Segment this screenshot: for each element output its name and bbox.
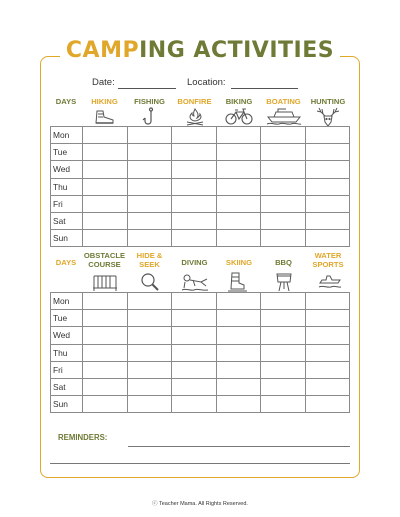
grid-cell[interactable] xyxy=(83,161,128,178)
ski-boot-icon xyxy=(226,271,248,293)
table-row xyxy=(51,344,350,361)
header-line: WATER xyxy=(314,251,342,260)
grid-cell[interactable] xyxy=(216,293,261,310)
grid-cell[interactable] xyxy=(127,178,172,195)
grid-cell[interactable] xyxy=(305,230,350,247)
activity-header-boating: BOATING xyxy=(266,97,301,106)
activity-header-biking: BIKING xyxy=(225,97,253,106)
grid-cell[interactable] xyxy=(172,293,217,310)
date-field[interactable] xyxy=(92,77,115,88)
grid-cell[interactable] xyxy=(216,127,261,144)
table-row xyxy=(51,195,350,212)
activity-header-hunting: HUNTING xyxy=(310,97,346,106)
activity-header-hiking: HIKING xyxy=(91,97,118,106)
title-main: ING ACTIVITIES xyxy=(139,38,335,63)
grid-cell[interactable] xyxy=(172,144,217,161)
grid-cell[interactable] xyxy=(127,396,172,413)
grid-cell[interactable] xyxy=(127,144,172,161)
grid-cell[interactable] xyxy=(261,178,306,195)
day-cell: Tue xyxy=(51,144,83,161)
activity-header-bonfire: BONFIRE xyxy=(177,97,212,106)
grid-cell[interactable] xyxy=(261,396,306,413)
day-cell: Thu xyxy=(51,344,83,361)
grid-cell[interactable] xyxy=(305,127,350,144)
bbq-grill-icon xyxy=(275,271,293,293)
grid-cell[interactable] xyxy=(305,396,350,413)
day-cell: Sat xyxy=(51,378,83,395)
title-wrap xyxy=(0,36,400,66)
grid-cell[interactable] xyxy=(261,230,306,247)
table-row xyxy=(51,396,350,413)
table-row xyxy=(51,293,350,310)
grid-cell[interactable] xyxy=(127,378,172,395)
grid-cell[interactable] xyxy=(172,127,217,144)
day-cell: Wed xyxy=(51,327,83,344)
grid-cell[interactable] xyxy=(127,344,172,361)
grid-cell[interactable] xyxy=(127,195,172,212)
activity-header-diving: DIVING xyxy=(181,258,208,267)
deer-antlers-icon xyxy=(316,106,340,128)
reminders-line[interactable] xyxy=(128,446,350,447)
grid-cell[interactable] xyxy=(127,230,172,247)
grid-cell[interactable] xyxy=(305,310,350,327)
day-cell: Wed xyxy=(51,161,83,178)
table-row xyxy=(51,178,350,195)
grid-cell[interactable] xyxy=(261,310,306,327)
grid-cell[interactable] xyxy=(216,378,261,395)
location-label: Location: xyxy=(187,77,226,88)
grid-cell[interactable] xyxy=(261,161,306,178)
location-field[interactable] xyxy=(187,77,226,88)
grid-cell[interactable] xyxy=(172,361,217,378)
grid-cell[interactable] xyxy=(216,396,261,413)
grid-cell[interactable] xyxy=(305,144,350,161)
grid-cell[interactable] xyxy=(172,178,217,195)
grid-cell[interactable] xyxy=(305,195,350,212)
table-row xyxy=(51,361,350,378)
grid-cell[interactable] xyxy=(216,212,261,229)
header-line: OBSTACLE xyxy=(83,251,126,260)
table-row xyxy=(51,127,350,144)
grid-cell[interactable] xyxy=(83,327,128,344)
day-cell: Fri xyxy=(51,195,83,212)
jet-ski-icon xyxy=(318,273,342,291)
table-row xyxy=(51,230,350,247)
activity-grid-2 xyxy=(50,292,350,413)
grid-cell[interactable] xyxy=(261,293,306,310)
grid-cell[interactable] xyxy=(305,344,350,361)
grid-cell[interactable] xyxy=(172,344,217,361)
grid-cell[interactable] xyxy=(261,344,306,361)
grid-cell[interactable] xyxy=(83,127,128,144)
day-cell: Mon xyxy=(51,293,83,310)
grid-cell[interactable] xyxy=(127,161,172,178)
grid-cell[interactable] xyxy=(216,361,261,378)
grid-cell[interactable] xyxy=(172,230,217,247)
copyright-footer: ⓒ Teacher Mama. All Rights Reserved. xyxy=(152,501,248,507)
grid-cell[interactable] xyxy=(305,212,350,229)
day-cell: Tue xyxy=(51,310,83,327)
table-row xyxy=(51,378,350,395)
grid-cell[interactable] xyxy=(172,212,217,229)
grid-cell[interactable] xyxy=(172,327,217,344)
activity-header-fishing: FISHING xyxy=(134,97,165,106)
table-row xyxy=(51,212,350,229)
table-row xyxy=(51,327,350,344)
days-header-1: DAYS xyxy=(55,97,77,106)
activity-header-hide-seek xyxy=(127,251,172,269)
grid-cell[interactable] xyxy=(127,212,172,229)
day-cell: Fri xyxy=(51,361,83,378)
grid-cell[interactable] xyxy=(261,327,306,344)
grid-cell[interactable] xyxy=(83,178,128,195)
bicycle-icon xyxy=(224,108,254,126)
diver-icon xyxy=(181,272,209,292)
days-header-2: DAYS xyxy=(55,258,77,267)
day-cell: Sun xyxy=(51,230,83,247)
day-cell: Mon xyxy=(51,127,83,144)
date-line xyxy=(118,88,176,89)
grid-cell[interactable] xyxy=(83,361,128,378)
grid-cell[interactable] xyxy=(305,161,350,178)
activity-header-water-sports xyxy=(306,251,350,269)
day-cell: Sun xyxy=(51,396,83,413)
page-title xyxy=(60,36,340,66)
table-row xyxy=(51,310,350,327)
grid-cell[interactable] xyxy=(216,144,261,161)
grid-cell[interactable] xyxy=(216,310,261,327)
magnifier-icon xyxy=(140,272,160,292)
location-line xyxy=(231,88,298,89)
day-cell: Sat xyxy=(51,212,83,229)
grid-cell[interactable] xyxy=(127,293,172,310)
activity-header-skiing: SKIING xyxy=(225,258,253,267)
grid-cell[interactable] xyxy=(83,396,128,413)
obstacle-course-icon xyxy=(92,272,118,292)
grid-cell[interactable] xyxy=(305,378,350,395)
reminders-line[interactable] xyxy=(50,463,350,464)
date-label: Date: xyxy=(92,77,115,88)
grid-cell[interactable] xyxy=(172,396,217,413)
grid-cell[interactable] xyxy=(83,378,128,395)
grid-cell[interactable] xyxy=(216,195,261,212)
grid-cell[interactable] xyxy=(127,327,172,344)
grid-cell[interactable] xyxy=(305,361,350,378)
grid-cell[interactable] xyxy=(83,212,128,229)
grid-cell[interactable] xyxy=(216,230,261,247)
grid-cell[interactable] xyxy=(305,327,350,344)
grid-cell[interactable] xyxy=(216,344,261,361)
grid-cell[interactable] xyxy=(83,230,128,247)
grid-cell[interactable] xyxy=(261,378,306,395)
grid-cell[interactable] xyxy=(83,144,128,161)
header-line: SPORTS xyxy=(312,260,344,269)
grid-cell[interactable] xyxy=(172,310,217,327)
hiking-boot-icon xyxy=(93,108,117,126)
grid-cell[interactable] xyxy=(261,361,306,378)
grid-cell[interactable] xyxy=(172,195,217,212)
table-row xyxy=(51,161,350,178)
header-line: SEEK xyxy=(139,260,160,269)
grid-cell[interactable] xyxy=(216,161,261,178)
grid-cell[interactable] xyxy=(172,378,217,395)
grid-cell[interactable] xyxy=(127,361,172,378)
grid-cell[interactable] xyxy=(127,127,172,144)
header-line: HIDE & xyxy=(136,251,163,260)
title-accent: CAMP xyxy=(65,38,140,63)
grid-cell[interactable] xyxy=(261,212,306,229)
fishing-hook-icon xyxy=(142,107,158,127)
grid-cell[interactable] xyxy=(261,144,306,161)
activity-header-bbq: BBQ xyxy=(275,258,292,267)
grid-cell[interactable] xyxy=(127,310,172,327)
grid-cell[interactable] xyxy=(261,127,306,144)
bonfire-icon xyxy=(184,107,206,126)
activity-header-obstacle-course xyxy=(82,251,127,269)
grid-cell[interactable] xyxy=(305,293,350,310)
day-cell: Thu xyxy=(51,178,83,195)
table-row xyxy=(51,144,350,161)
header-line: COURSE xyxy=(88,260,121,269)
grid-cell[interactable] xyxy=(83,344,128,361)
grid-cell[interactable] xyxy=(305,178,350,195)
grid-cell[interactable] xyxy=(216,327,261,344)
reminders-label: REMINDERS: xyxy=(58,433,108,442)
activity-grid-1 xyxy=(50,126,350,247)
boat-icon xyxy=(266,108,302,125)
grid-cell[interactable] xyxy=(83,310,128,327)
grid-cell[interactable] xyxy=(83,195,128,212)
grid-cell[interactable] xyxy=(172,161,217,178)
grid-cell[interactable] xyxy=(83,293,128,310)
grid-cell[interactable] xyxy=(261,195,306,212)
grid-cell[interactable] xyxy=(216,178,261,195)
